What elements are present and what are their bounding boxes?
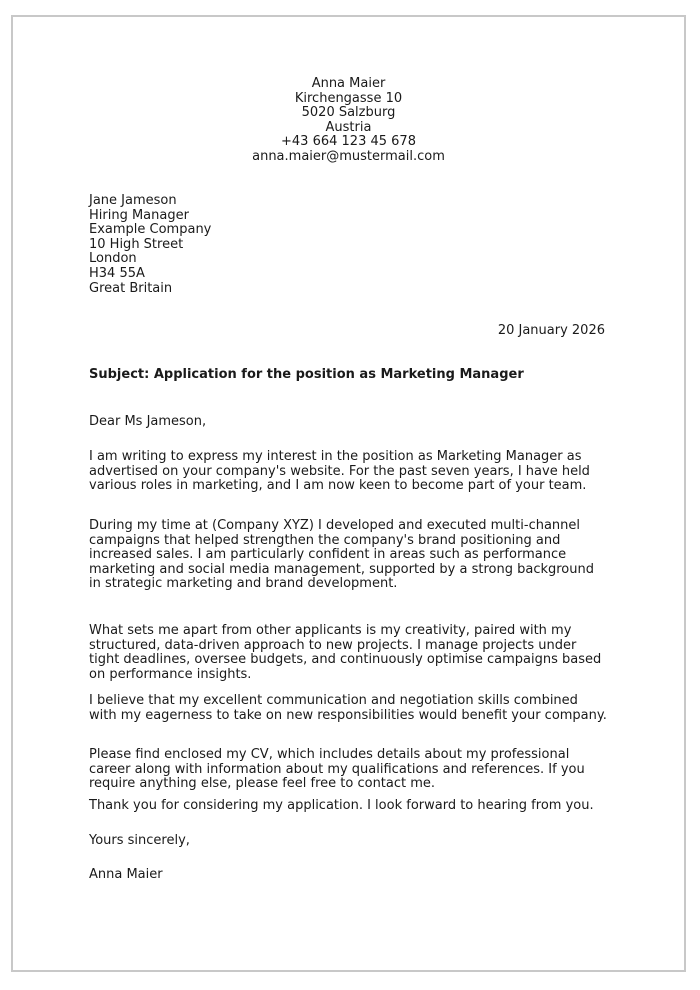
body-paragraph: I believe that my excellent communication and negotiation skills combined with my eagerness to take on new responsibilities would benefit your company. bbox=[89, 693, 607, 723]
recipient-address-block bbox=[89, 194, 211, 296]
recipient-title: Hiring Manager bbox=[89, 207, 189, 223]
recipient-postcode: H34 55A bbox=[89, 265, 145, 281]
salutation: Dear Ms Jameson, bbox=[89, 414, 207, 429]
body-paragraph: During my time at (Company XYZ) I developed and executed multi-channel campaigns that helped strengthen the company's brand positioning and increased sales. I am particularly confident in areas such as performance marketing and social media management, supported by a strong background in strategic marketing and brand development. bbox=[89, 518, 594, 592]
recipient-city: London bbox=[89, 251, 137, 267]
letter-subject: Subject: Application for the position as Marketing Manager bbox=[89, 367, 524, 382]
body-paragraph: I am writing to express my interest in the position as Marketing Manager as advertised on your company's website. For the past seven years, I have held various roles in marketing, and I am now keen to become part of your team. bbox=[89, 449, 590, 494]
body-paragraph: Thank you for considering my application. I look forward to hearing from you. bbox=[89, 798, 594, 813]
recipient-country: Great Britain bbox=[89, 280, 173, 296]
sender-street: Kirchengasse 10 bbox=[294, 90, 403, 106]
sender-name: Anna Maier bbox=[311, 76, 386, 91]
sender-city: 5020 Salzburg bbox=[301, 105, 396, 121]
sender-phone: +43 664 123 45 678 bbox=[281, 134, 416, 150]
sender-address-block bbox=[13, 77, 684, 165]
signature: Anna Maier bbox=[89, 867, 163, 882]
letter-page bbox=[11, 15, 686, 972]
cover-letter bbox=[13, 17, 684, 970]
body-paragraph: Please find enclosed my CV, which includes details about my professional career along with information about my qualifications and references. If you require anything else, please feel free to contact me. bbox=[89, 747, 585, 792]
sender-email: anna.maier@mustermail.com bbox=[252, 148, 445, 164]
recipient-street: 10 High Street bbox=[89, 236, 184, 252]
letter-date: 20 January 2026 bbox=[497, 323, 605, 338]
recipient-name: Jane Jameson bbox=[89, 193, 177, 208]
recipient-company: Example Company bbox=[89, 222, 212, 238]
closing: Yours sincerely, bbox=[89, 833, 190, 848]
sender-country: Austria bbox=[325, 119, 372, 135]
body-paragraph: What sets me apart from other applicants is my creativity, paired with my structured, data-driven approach to new projects. I manage projects under tight deadlines, oversee budgets, and continuously optimise campaigns based on performance insights. bbox=[89, 623, 602, 682]
